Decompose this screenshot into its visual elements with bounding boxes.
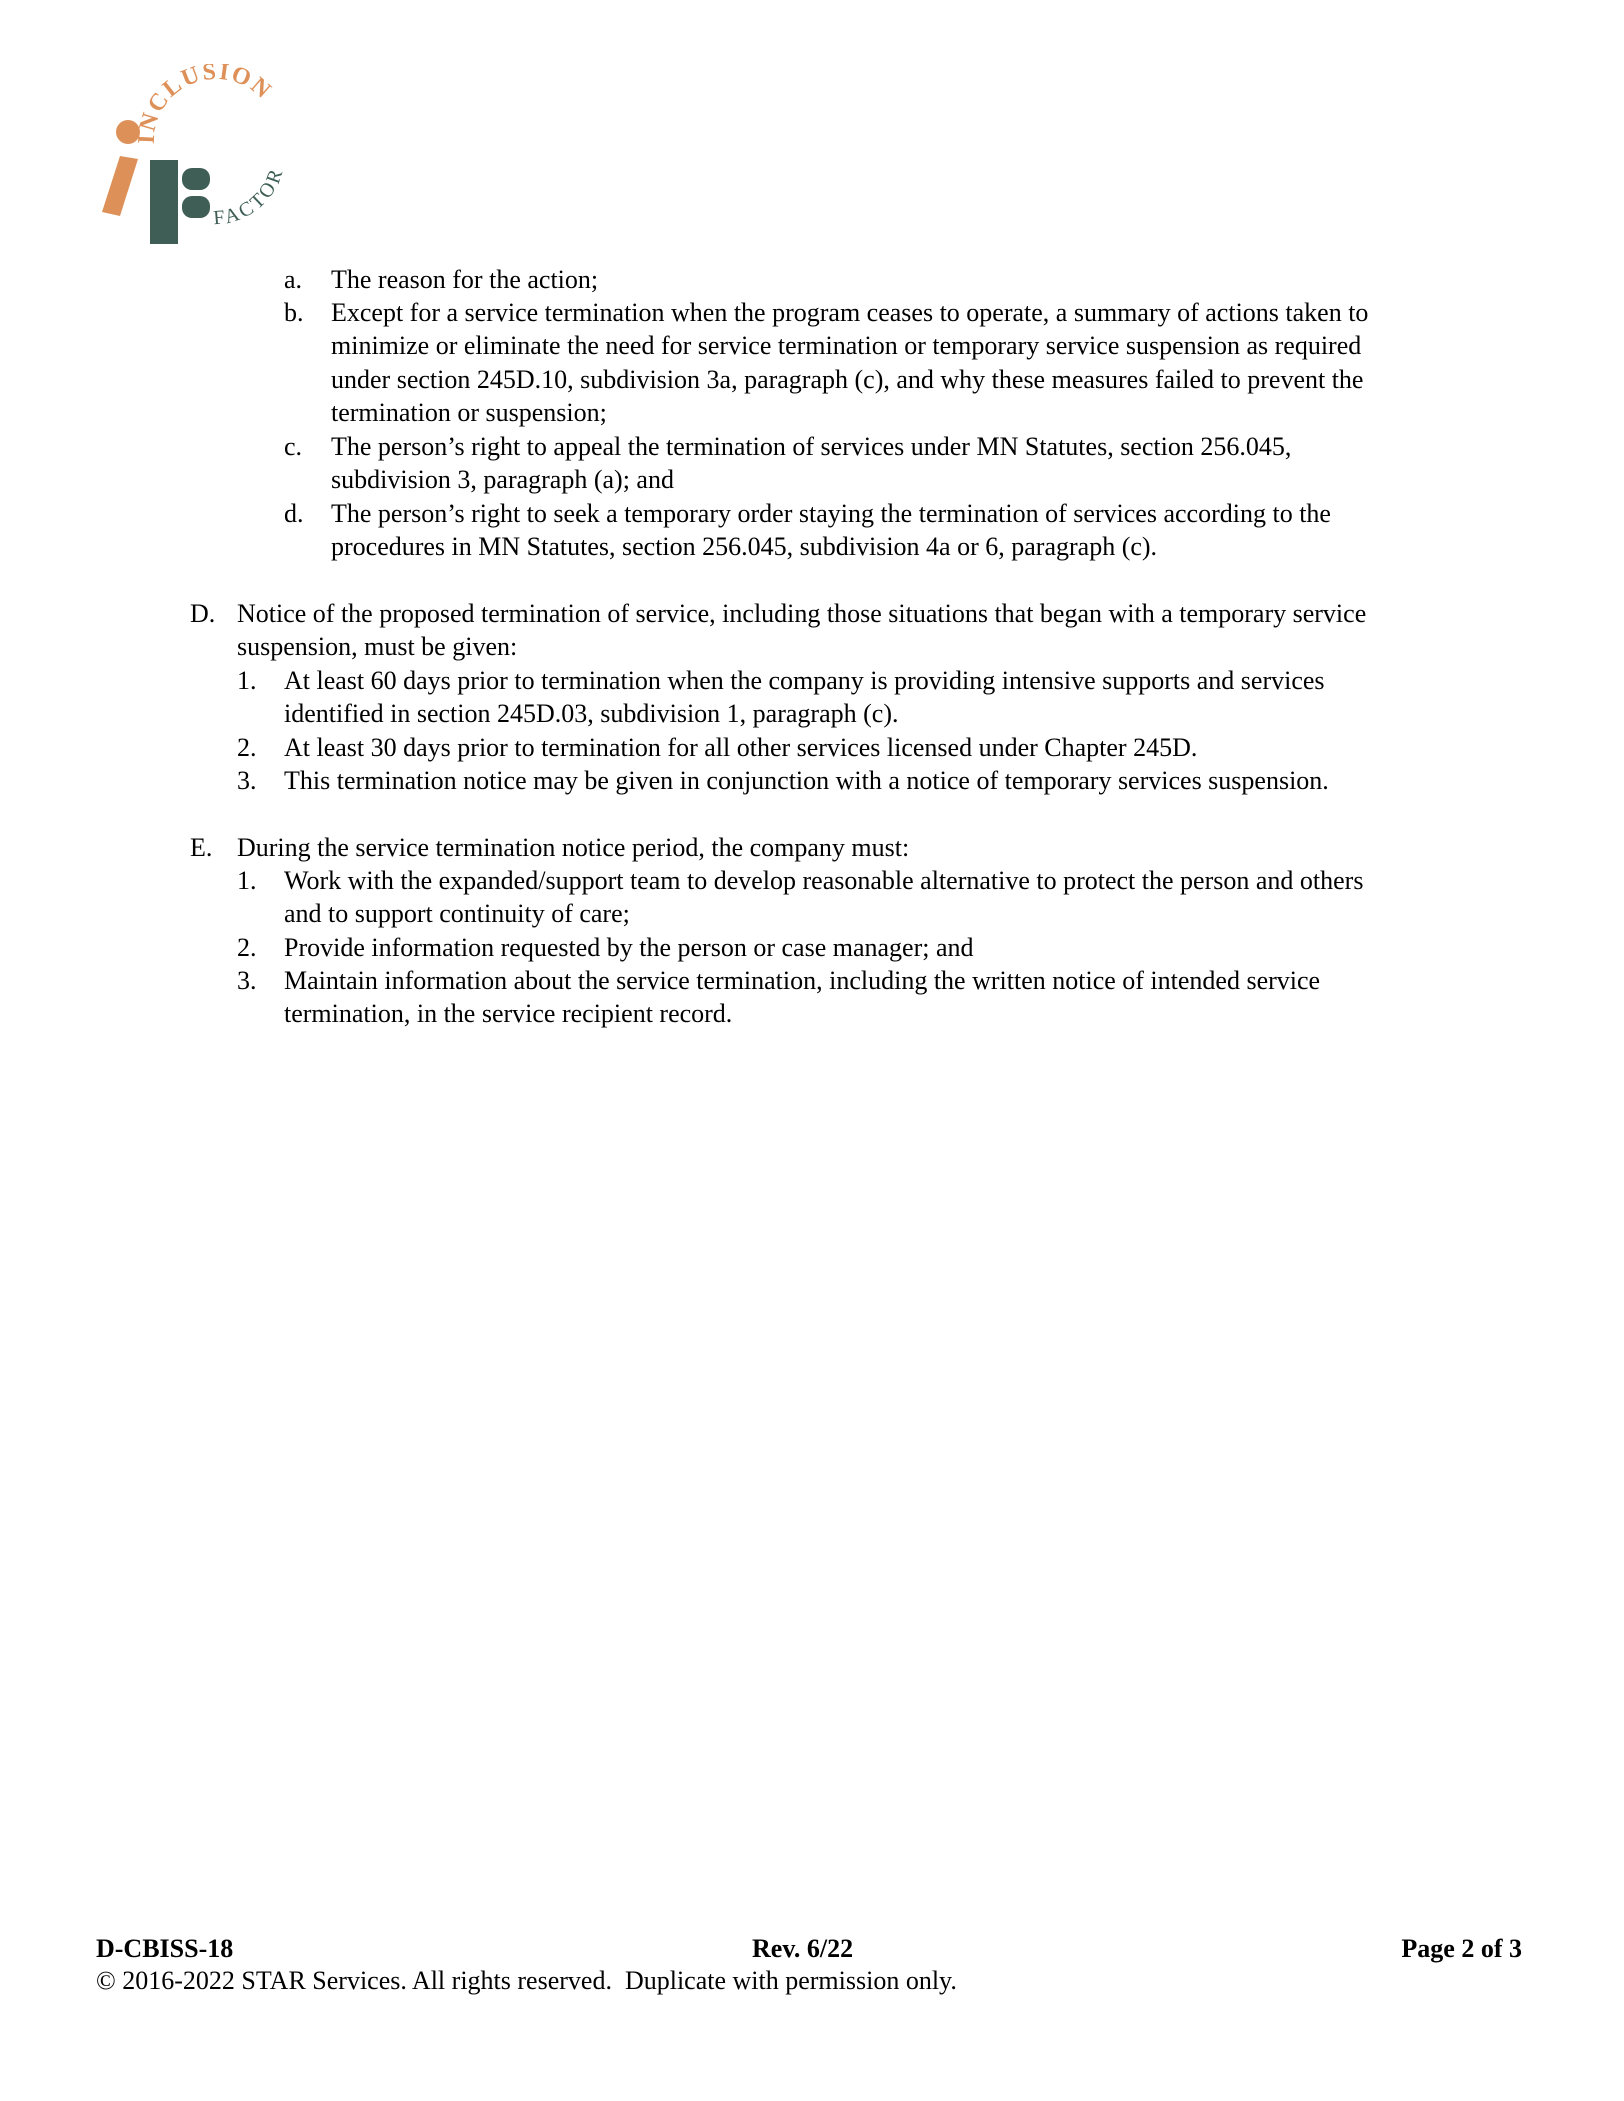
section-label: E. [190,833,213,862]
logo-i-stem [102,156,138,216]
svg-text:FACTOR [213,164,289,229]
footer-revision: Rev. 6/22 [752,1934,854,1963]
list-item-line: The reason for the action; [331,265,599,294]
list-item-label: 1. [237,866,257,895]
logo-side-text: FACTOR [212,163,289,230]
logo-arc-text: INCLUSION [133,64,277,145]
footer-page-number: Page 2 of 3 [1401,1934,1522,1963]
list-item-line: termination or suspension; [331,398,607,428]
list-item-line: At least 30 days prior to termination for all other services licensed under Chapter 245D. [284,733,1198,762]
section-label: D. [190,599,216,628]
list-item-line: Work with the expanded/support team to develop reasonable alternative to protect the person and others [284,866,1364,895]
logo-p-top [182,168,210,190]
list-item-label: a. [284,265,303,294]
list-item-line: under section 245D.10, subdivision 3a, paragraph (c), and why these measures failed to prevent the [331,364,1364,394]
list-item-label: 2. [237,933,257,962]
list-item-line: This termination notice may be given in conjunction with a notice of temporary services suspension. [284,766,1329,795]
list-item-label: c. [284,432,303,461]
list-item-line: Provide information requested by the person or case manager; and [284,933,974,962]
logo-p-bottom [182,196,210,218]
list-item-line: The person’s right to seek a temporary order staying the termination of services according to the [331,499,1331,528]
list-item-label: 3. [237,966,257,995]
section-line: During the service termination notice period, the company must: [237,833,910,862]
list-item-label: 1. [237,666,257,695]
list-item-line: termination, in the service recipient record. [284,999,733,1029]
list-item-line: At least 60 days prior to termination when the company is providing intensive supports and services [284,666,1325,695]
list-item-line: minimize or eliminate the need for service termination or temporary service suspension as required [331,331,1362,361]
list-item-line: Except for a service termination when the program ceases to operate, a summary of actions taken to [331,298,1369,327]
list-item-label: d. [284,499,304,528]
list-item-label: b. [284,298,304,327]
svg-text:INCLUSION [134,64,277,144]
list-item-line: and to support continuity of care; [284,899,630,929]
inclusion-factor-logo [92,64,322,264]
footer-copyright: © 2016-2022 STAR Services. All rights reserved. Duplicate with permission only. [96,1966,957,1995]
list-item-line: Maintain information about the service termination, including the written notice of intended service [284,966,1321,995]
list-item-line: The person’s right to appeal the termination of services under MN Statutes, section 256.045, [331,432,1292,461]
footer-doc-id: D-CBISS-18 [96,1934,234,1963]
section-line: suspension, must be given: [237,632,518,662]
list-item-line: identified in section 245D.03, subdivision 1, paragraph (c). [284,699,899,729]
list-item-label: 2. [237,733,257,762]
logo-p-stem [150,160,178,244]
list-item-line: subdivision 3, paragraph (a); and [331,465,674,495]
list-item-label: 3. [237,766,257,795]
section-line: Notice of the proposed termination of service, including those situations that began with a temporary service [237,599,1367,628]
list-item-line: procedures in MN Statutes, section 256.045, subdivision 4a or 6, paragraph (c). [331,532,1158,562]
